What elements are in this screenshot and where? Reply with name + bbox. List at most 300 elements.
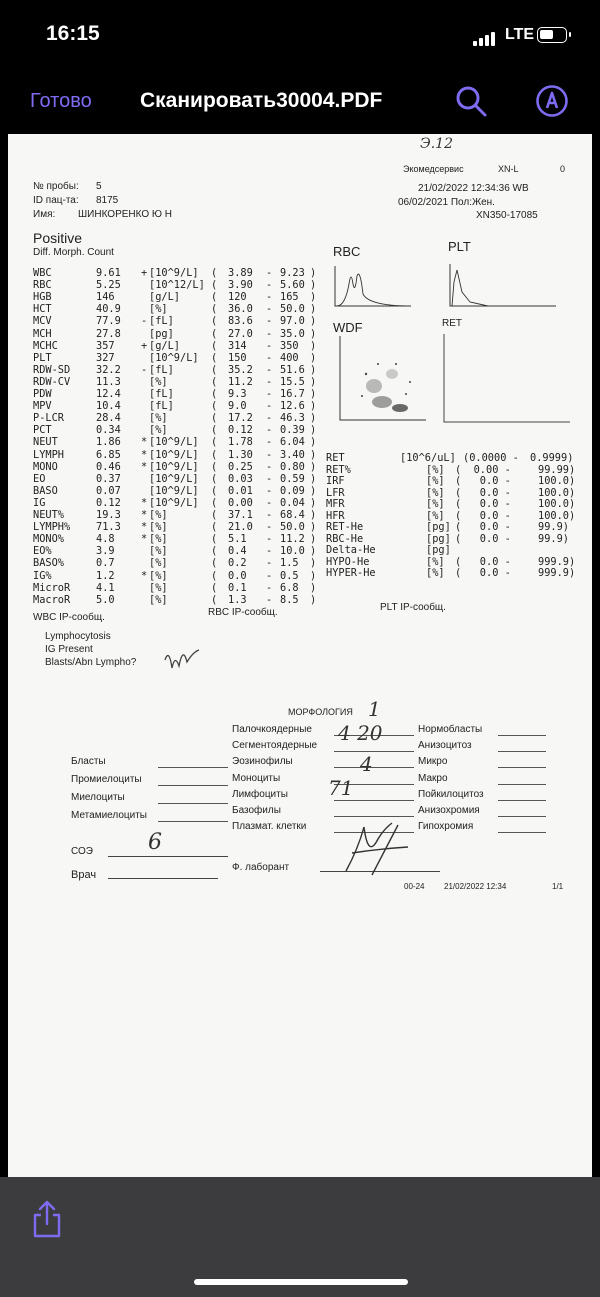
result-cell: 0.34 bbox=[96, 424, 121, 437]
paren: ) bbox=[310, 581, 317, 594]
result-cell: [fL] bbox=[149, 388, 174, 400]
result-cell: 12.4 bbox=[96, 388, 121, 400]
ret-param-unit: [%] bbox=[426, 463, 445, 476]
ret-param-max: 100.0) bbox=[538, 475, 576, 487]
result-cell: 1.86 bbox=[96, 436, 121, 449]
result-cell: HGB bbox=[33, 291, 52, 304]
result-cell: [10^9/L] bbox=[149, 484, 199, 497]
paren: ( bbox=[211, 303, 218, 316]
paren: ( bbox=[211, 279, 218, 292]
morphology-right-item: Нормобласты bbox=[418, 724, 483, 735]
paren: ) bbox=[310, 424, 317, 437]
dash: - bbox=[266, 315, 273, 328]
result-cell: 10.4 bbox=[96, 400, 121, 413]
battery-icon bbox=[537, 27, 567, 43]
result-cell: 50.0 bbox=[280, 521, 305, 534]
result-cell: 0.2 bbox=[228, 557, 247, 570]
result-cell: LYMPH% bbox=[33, 521, 71, 534]
result-cell: [fL] bbox=[149, 315, 174, 328]
status-time: 16:15 bbox=[46, 22, 100, 45]
result-cell: * bbox=[141, 496, 148, 509]
ret-param-unit: [%] bbox=[426, 555, 445, 568]
bottom-toolbar bbox=[0, 1177, 600, 1297]
dash: - bbox=[266, 327, 273, 340]
result-cell: 9.61 bbox=[96, 267, 121, 279]
ret-param-range: ( 0.0 - bbox=[455, 475, 511, 487]
result-cell: * bbox=[141, 509, 148, 521]
paren: ) bbox=[310, 315, 317, 328]
result-cell: [10^9/L] bbox=[149, 460, 199, 473]
paren: ) bbox=[310, 267, 317, 279]
paren: ) bbox=[310, 412, 317, 425]
paren: ( bbox=[211, 545, 218, 558]
flag-blasts: Blasts/Abn Lympho? bbox=[45, 657, 137, 668]
result-cell: 36.0 bbox=[228, 303, 253, 316]
result-cell: [%] bbox=[149, 569, 168, 582]
paren: ( bbox=[211, 533, 218, 546]
patient-id: 8175 bbox=[96, 195, 119, 206]
result-cell: RBC bbox=[33, 279, 52, 292]
result-cell: 32.2 bbox=[96, 363, 121, 376]
result-cell: 6.8 bbox=[280, 581, 299, 594]
result-cell: 1.78 bbox=[228, 436, 253, 449]
paren: ( bbox=[211, 581, 218, 594]
result-cell: 0.03 bbox=[228, 472, 253, 485]
status-bar bbox=[0, 0, 600, 70]
result-cell: 10.0 bbox=[280, 545, 305, 558]
result-cell: * bbox=[141, 448, 148, 461]
wdf-scatter bbox=[336, 334, 428, 426]
result-cell: 0.12 bbox=[96, 496, 121, 509]
result-cell: [10^9/L] bbox=[149, 472, 199, 485]
result-cell: HCT bbox=[33, 303, 52, 316]
ret-param-unit: [10^6/uL] bbox=[400, 452, 456, 464]
ret-param-unit: [pg] bbox=[426, 521, 451, 533]
morphology-line bbox=[498, 832, 546, 833]
morphology-item: Моноциты bbox=[232, 772, 281, 784]
result-cell: 0.12 bbox=[228, 424, 253, 437]
morphology-right-item: Гипохромия bbox=[418, 821, 474, 833]
paren: ( bbox=[211, 509, 218, 521]
result-cell: [%] bbox=[149, 545, 168, 558]
result-cell: 97.0 bbox=[280, 315, 305, 328]
result-cell: 77.9 bbox=[96, 315, 121, 328]
result-cell: BASO bbox=[33, 484, 58, 497]
result-cell: [10^9/L] bbox=[149, 267, 199, 279]
morphology-line bbox=[498, 816, 546, 817]
signal-icon bbox=[473, 30, 499, 46]
paren: ( bbox=[211, 557, 218, 570]
doctor-label: Врач bbox=[71, 869, 97, 881]
result-cell: [pg] bbox=[149, 327, 174, 340]
ret-param-name: RBC-He bbox=[326, 532, 364, 545]
result-cell: MCV bbox=[33, 315, 52, 328]
soe-label: СОЭ bbox=[71, 846, 93, 857]
plt-chart-title: PLT bbox=[448, 239, 471, 254]
result-cell: 68.4 bbox=[280, 509, 305, 521]
share-icon[interactable] bbox=[30, 1199, 64, 1239]
paren: ( bbox=[211, 339, 218, 352]
result-cell: LYMPH bbox=[33, 448, 64, 461]
paren: ( bbox=[211, 400, 218, 413]
result-cell: 0.59 bbox=[280, 472, 305, 485]
paren: ) bbox=[310, 363, 317, 376]
nav-bar bbox=[0, 70, 600, 134]
result-cell: 0.01 bbox=[228, 484, 253, 497]
result-cell: 37.1 bbox=[228, 509, 253, 521]
paren: ( bbox=[211, 351, 218, 364]
ret-param-name: RET-He bbox=[326, 521, 364, 533]
morphology-item: Эозинофилы bbox=[232, 756, 293, 768]
paren: ) bbox=[310, 557, 317, 570]
result-cell: 0.4 bbox=[228, 545, 247, 558]
morphology-right-item: Анизоцитоз bbox=[418, 740, 472, 752]
ret-param-range: ( 0.00 - bbox=[455, 463, 511, 476]
ret-param-name: HYPO-He bbox=[326, 555, 370, 568]
result-cell: MCH bbox=[33, 327, 52, 340]
result-cell: 1.3 bbox=[228, 593, 247, 606]
ret-param-name: MFR bbox=[326, 498, 345, 510]
result-cell: [10^9/L] bbox=[149, 496, 199, 509]
paren: ) bbox=[310, 279, 317, 292]
morphology-item: Плазмат. клетки bbox=[232, 821, 307, 833]
result-cell: 0.00 bbox=[228, 496, 253, 509]
positive-label: Positive bbox=[33, 230, 83, 246]
result-cell: 28.4 bbox=[96, 412, 121, 425]
result-cell: MONO% bbox=[33, 533, 64, 546]
result-cell: IG bbox=[33, 496, 46, 509]
paren: ) bbox=[310, 533, 317, 546]
ret-param-name: RET% bbox=[326, 463, 351, 476]
paren: ( bbox=[211, 472, 218, 485]
morphology-line bbox=[498, 784, 546, 785]
result-cell: MacroR bbox=[33, 593, 71, 606]
morphology-line bbox=[498, 767, 546, 768]
result-cell: [10^9/L] bbox=[149, 448, 199, 461]
result-cell: 12.6 bbox=[280, 400, 305, 413]
result-cell: 15.5 bbox=[280, 375, 305, 388]
dash: - bbox=[266, 279, 273, 292]
result-cell: * bbox=[141, 521, 148, 534]
result-cell: 3.9 bbox=[96, 545, 115, 558]
network-label: LTE bbox=[505, 26, 535, 43]
dash: - bbox=[266, 521, 273, 534]
morphology-right-item: Микро bbox=[418, 756, 448, 768]
morphology-right-item: Анизохромия bbox=[418, 805, 480, 816]
result-cell: * bbox=[141, 460, 148, 473]
morphology-line bbox=[498, 800, 546, 801]
result-cell: 4.1 bbox=[96, 581, 115, 594]
result-cell: [%] bbox=[149, 581, 168, 594]
result-cell: 0.46 bbox=[96, 460, 121, 473]
dash: - bbox=[266, 267, 273, 279]
paren: ) bbox=[310, 496, 317, 509]
result-cell: NEUT% bbox=[33, 509, 64, 521]
handwritten-lymphocytes: 71 bbox=[328, 776, 354, 800]
result-cell: EO bbox=[33, 472, 46, 485]
ret-param-unit: [%] bbox=[426, 567, 445, 579]
morphology-line bbox=[158, 785, 228, 786]
dash: - bbox=[266, 593, 273, 606]
ret-param-range: (0.0000 - bbox=[463, 452, 519, 464]
result-cell: 350 bbox=[280, 339, 299, 352]
result-cell: BASO% bbox=[33, 557, 64, 570]
footer-date: 21/02/2022 12:34 bbox=[444, 882, 507, 891]
result-cell: MPV bbox=[33, 400, 52, 413]
ret-param-unit: [pg] bbox=[426, 532, 451, 545]
signature bbox=[338, 819, 418, 879]
ret-param-unit: [%] bbox=[426, 509, 445, 522]
paren: ( bbox=[211, 448, 218, 461]
morphology-line bbox=[334, 751, 414, 752]
paren: ( bbox=[211, 315, 218, 328]
dash: - bbox=[266, 375, 273, 388]
result-cell: 46.3 bbox=[280, 412, 305, 425]
morphology-item: Палочкоядерные bbox=[232, 724, 312, 735]
morphology-line bbox=[498, 751, 546, 752]
paren: ( bbox=[211, 267, 218, 279]
morphology-title: МОРФОЛОГИЯ bbox=[288, 707, 353, 717]
result-cell: 17.2 bbox=[228, 412, 253, 425]
result-cell: P-LCR bbox=[33, 412, 64, 425]
dash: - bbox=[266, 412, 273, 425]
result-cell: 71.3 bbox=[96, 521, 121, 534]
result-cell: 40.9 bbox=[96, 303, 121, 316]
ret-param-name: RET bbox=[326, 452, 345, 464]
result-cell: 0.09 bbox=[280, 484, 305, 497]
result-cell: 0.25 bbox=[228, 460, 253, 473]
result-cell: 3.40 bbox=[280, 448, 305, 461]
wbc-ip-message: WBC IP-сообщ. bbox=[33, 612, 105, 623]
result-cell: 8.5 bbox=[280, 593, 299, 606]
result-cell: 0.04 bbox=[280, 496, 305, 509]
paren: ) bbox=[310, 569, 317, 582]
result-cell: EO% bbox=[33, 545, 52, 558]
result-cell: NEUT bbox=[33, 436, 58, 449]
result-cell: 0.5 bbox=[280, 569, 299, 582]
paren: ( bbox=[211, 496, 218, 509]
flag-lymphocytosis: Lymphocytosis bbox=[45, 631, 111, 642]
morphology-line bbox=[158, 821, 228, 822]
home-indicator[interactable] bbox=[194, 1279, 408, 1285]
result-cell: 1.30 bbox=[228, 448, 253, 461]
result-cell: 0.80 bbox=[280, 460, 305, 473]
result-cell: MCHC bbox=[33, 339, 58, 352]
ret-param-unit: [pg] bbox=[426, 544, 451, 556]
result-cell: [%] bbox=[149, 521, 168, 534]
paren: ( bbox=[211, 363, 218, 376]
paren: ( bbox=[211, 412, 218, 425]
dash: - bbox=[266, 436, 273, 449]
result-cell: [%] bbox=[149, 533, 168, 546]
dash: - bbox=[266, 424, 273, 437]
paren: ) bbox=[310, 303, 317, 316]
result-cell: + bbox=[141, 339, 148, 352]
ret-param-range: ( 0.0 - bbox=[455, 521, 511, 533]
ret-param-range: ( 0.0 - bbox=[455, 555, 511, 568]
result-cell: 9.23 bbox=[280, 267, 305, 279]
handwritten-one: 1 bbox=[368, 697, 381, 721]
ret-param-range: ( 0.0 - bbox=[455, 567, 511, 579]
result-cell: * bbox=[141, 436, 148, 449]
result-cell: WBC bbox=[33, 267, 52, 279]
paren: ( bbox=[211, 291, 218, 304]
scanned-document[interactable] bbox=[8, 134, 592, 1177]
result-cell: 3.90 bbox=[228, 279, 253, 292]
result-cell: 150 bbox=[228, 351, 247, 364]
ret-param-unit: [%] bbox=[426, 498, 445, 510]
diff-label: Diff. Morph. Count bbox=[33, 247, 114, 258]
dash: - bbox=[266, 448, 273, 461]
morphology-left-item: Промиелоциты bbox=[71, 774, 142, 785]
paren: ( bbox=[211, 388, 218, 400]
result-cell: 19.3 bbox=[96, 509, 121, 521]
result-cell: MONO bbox=[33, 460, 58, 473]
morphology-line bbox=[158, 803, 228, 804]
rbc-chart-title: RBC bbox=[333, 244, 361, 259]
result-cell: RDW-CV bbox=[33, 375, 71, 388]
result-cell: [fL] bbox=[149, 363, 174, 376]
dash: - bbox=[266, 509, 273, 521]
ret-chart-title: RET bbox=[442, 318, 462, 329]
model-code: XN-L bbox=[498, 164, 519, 174]
ret-param-max: 100.0) bbox=[538, 498, 576, 510]
result-cell: 27.0 bbox=[228, 327, 253, 340]
result-cell: RDW-SD bbox=[33, 363, 71, 376]
result-cell: 5.1 bbox=[228, 533, 247, 546]
dash: - bbox=[266, 363, 273, 376]
soe-line bbox=[108, 856, 228, 857]
paren: ) bbox=[310, 593, 317, 606]
result-cell: 1.5 bbox=[280, 557, 299, 570]
ret-param-range: ( 0.0 - bbox=[455, 532, 511, 545]
document-title: Сканировать30004.PDF bbox=[140, 89, 383, 112]
result-cell: 0.39 bbox=[280, 424, 305, 437]
ret-param-max: 100.0) bbox=[538, 486, 576, 499]
paren: ( bbox=[211, 424, 218, 437]
flag-ig-present: IG Present bbox=[45, 644, 93, 655]
soe-value: 6 bbox=[148, 830, 162, 855]
result-cell: 5.25 bbox=[96, 279, 121, 292]
result-cell: [%] bbox=[149, 557, 168, 570]
result-cell: 165 bbox=[280, 291, 299, 304]
paren: ( bbox=[211, 521, 218, 534]
paren: ) bbox=[310, 484, 317, 497]
morphology-right-item: Пойкилоцитоз bbox=[418, 788, 484, 800]
morphology-item: Сегментоядерные bbox=[232, 740, 318, 752]
patient-id-label: ID пац-та: bbox=[33, 195, 79, 206]
result-cell: [%] bbox=[149, 412, 168, 425]
morphology-item: Лимфоциты bbox=[232, 788, 288, 800]
result-cell: + bbox=[141, 267, 148, 279]
result-cell: [10^9/L] bbox=[149, 436, 199, 449]
ret-param-max: 99.9) bbox=[538, 521, 569, 533]
result-cell: - bbox=[141, 363, 148, 376]
dash: - bbox=[266, 496, 273, 509]
handwritten-segmented: 4 20 bbox=[338, 721, 383, 745]
wdf-chart-title: WDF bbox=[333, 320, 363, 335]
result-cell: [g/L] bbox=[149, 291, 180, 304]
ret-param-max: 999.9) bbox=[538, 555, 576, 568]
result-cell: [%] bbox=[149, 303, 168, 316]
test-datetime: 21/02/2022 12:34:36 WB bbox=[418, 183, 529, 194]
paren: ) bbox=[310, 509, 317, 521]
result-cell: [10^12/L] bbox=[149, 279, 205, 292]
ret-param-name: HYPER-He bbox=[326, 567, 376, 579]
dash: - bbox=[266, 545, 273, 558]
result-cell: [10^9/L] bbox=[149, 351, 199, 364]
morphology-left-item: Бласты bbox=[71, 756, 106, 767]
result-cell: 0.37 bbox=[96, 472, 121, 485]
paren: ( bbox=[211, 593, 218, 606]
result-cell: 6.85 bbox=[96, 448, 121, 461]
morphology-line bbox=[334, 767, 414, 768]
birth-gender: 06/02/2021 Пол:Жен. bbox=[398, 197, 495, 208]
dash: - bbox=[266, 351, 273, 364]
ret-param-range: ( 0.0 - bbox=[455, 486, 511, 499]
search-icon[interactable] bbox=[454, 84, 488, 118]
paren: ( bbox=[211, 569, 218, 582]
paren: ) bbox=[310, 436, 317, 449]
paren: ) bbox=[310, 448, 317, 461]
ret-param-max: 0.9999) bbox=[530, 452, 574, 464]
result-cell: 11.3 bbox=[96, 375, 121, 388]
result-cell: 120 bbox=[228, 291, 247, 304]
paren: ( bbox=[211, 375, 218, 388]
result-cell: PDW bbox=[33, 388, 52, 400]
done-button[interactable]: Готово bbox=[30, 90, 92, 112]
result-cell: 314 bbox=[228, 339, 247, 352]
doctor-line bbox=[108, 878, 218, 879]
morphology-line bbox=[158, 767, 228, 768]
result-cell: * bbox=[141, 569, 148, 582]
paren: ) bbox=[310, 375, 317, 388]
analyzer-id: XN350-17085 bbox=[476, 210, 538, 221]
result-cell: 83.6 bbox=[228, 315, 253, 328]
markup-icon[interactable] bbox=[535, 84, 569, 118]
result-cell: 400 bbox=[280, 351, 299, 364]
result-cell: 0.7 bbox=[96, 557, 115, 570]
patient-name: ШИНКОРЕНКО Ю Н bbox=[78, 209, 172, 220]
result-cell: IG% bbox=[33, 569, 52, 582]
morphology-line bbox=[334, 816, 414, 817]
ret-param-max: 100.0) bbox=[538, 509, 576, 522]
dash: - bbox=[266, 472, 273, 485]
dash: - bbox=[266, 291, 273, 304]
result-cell: 50.0 bbox=[280, 303, 305, 316]
dash: - bbox=[266, 484, 273, 497]
plt-histogram bbox=[448, 262, 558, 308]
ret-param-name: Delta-He bbox=[326, 544, 376, 556]
result-cell: PLT bbox=[33, 351, 52, 364]
paren: ( bbox=[211, 327, 218, 340]
ret-param-max: 99.9) bbox=[538, 532, 569, 545]
result-cell: 146 bbox=[96, 291, 115, 304]
result-cell: 0.1 bbox=[228, 581, 247, 594]
paren: ) bbox=[310, 291, 317, 304]
result-cell: 51.6 bbox=[280, 363, 305, 376]
dash: - bbox=[266, 303, 273, 316]
dash: - bbox=[266, 400, 273, 413]
paren: ) bbox=[310, 388, 317, 400]
result-cell: 1.2 bbox=[96, 569, 115, 582]
ret-param-unit: [%] bbox=[426, 486, 445, 499]
result-cell: PCT bbox=[33, 424, 52, 437]
paren: ( bbox=[211, 484, 218, 497]
model-mark: 0 bbox=[560, 164, 566, 174]
result-cell: 16.7 bbox=[280, 388, 305, 400]
result-cell: [%] bbox=[149, 593, 168, 606]
